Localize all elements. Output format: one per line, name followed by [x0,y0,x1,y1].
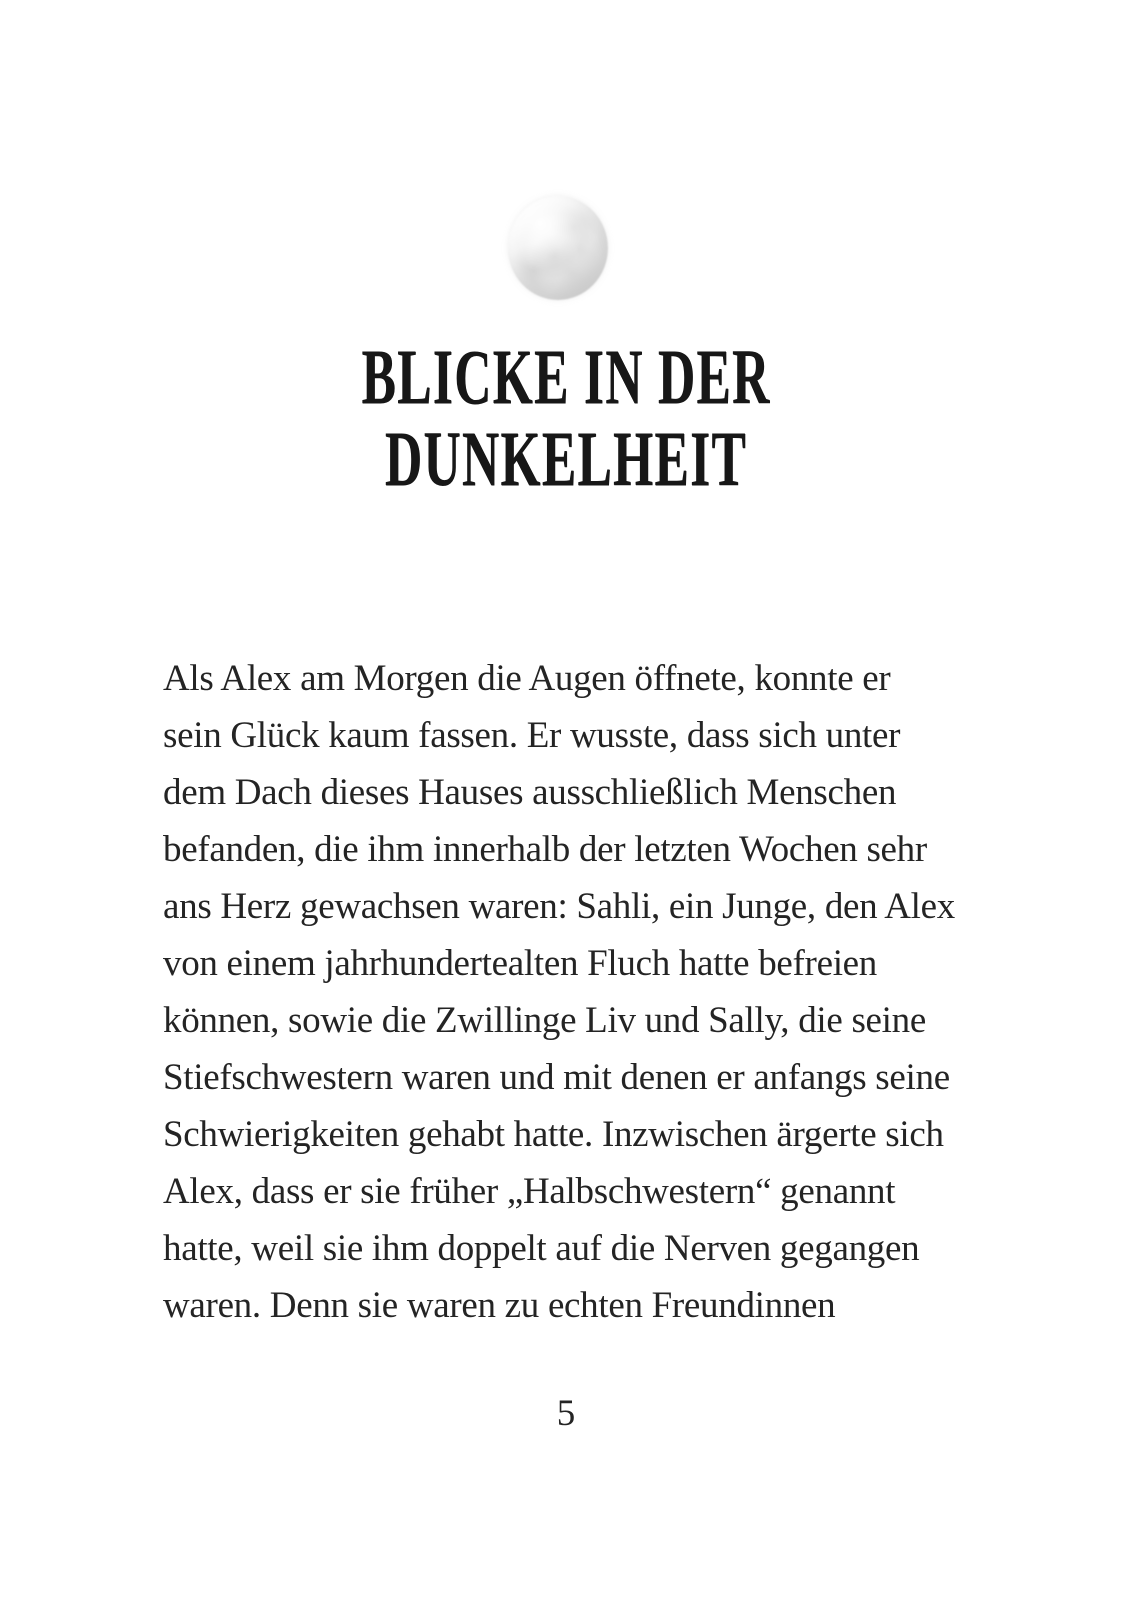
body-line: Als Alex am Morgen die Augen öffnete, konnte er [163,658,891,699]
body-line: befanden, die ihm innerhalb der letzten Wochen sehr [163,829,927,870]
body-paragraph [163,650,973,1334]
page-number: 5 [556,1393,576,1434]
body-line: dem Dach dieses Hauses ausschließlich Menschen [163,772,897,813]
full-moon-icon [508,196,608,300]
body-line: sein Glück kaum fassen. Er wusste, dass sich unter [163,715,901,756]
body-line: ans Herz gewachsen waren: Sahli, ein Junge, den Alex [163,886,955,927]
chapter-title [0,333,1132,502]
body-line: waren. Denn sie waren zu echten Freundinnen [163,1285,836,1326]
body-line: Schwierigkeiten gehabt hatte. Inzwischen ärgerte sich [163,1114,944,1155]
chapter-title-line-2: DUNKELHEIT [384,415,748,502]
body-line: hatte, weil sie ihm doppelt auf die Nerven gegangen [163,1228,920,1269]
body-line: können, sowie die Zwillinge Liv und Sally, die seine [163,1000,926,1041]
chapter-title-line-1: BLICKE IN DER [361,333,771,420]
body-line: Alex, dass er sie früher „Halbschwestern“ genannt [163,1171,896,1212]
body-line: von einem jahrhundertealten Fluch hatte befreien [163,943,878,984]
body-line: Stiefschwestern waren und mit denen er anfangs seine [163,1057,950,1098]
